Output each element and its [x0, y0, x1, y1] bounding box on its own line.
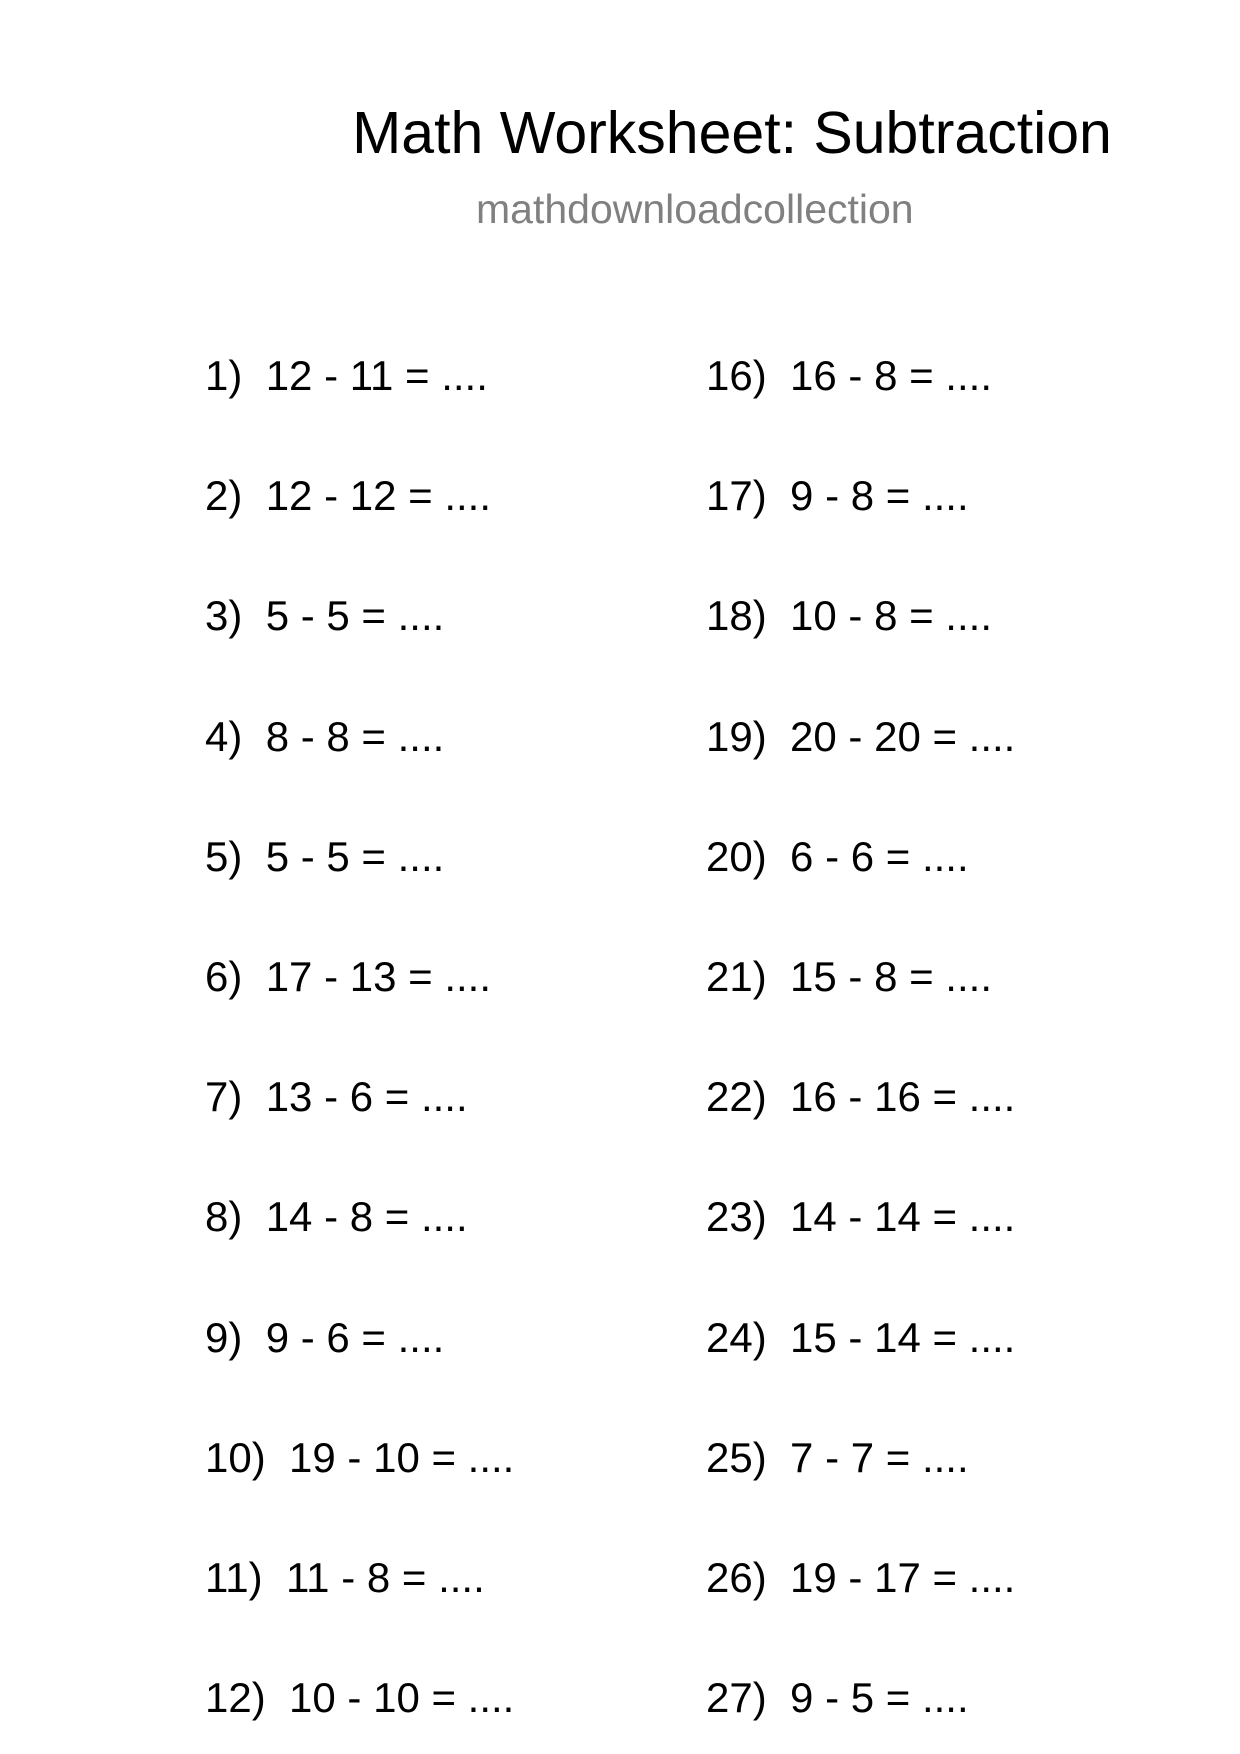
problem-expression: 15 - 8 = ....	[790, 953, 992, 1000]
problem-item	[205, 1313, 444, 1363]
problem-item	[205, 351, 488, 401]
problem-number: 12)	[205, 1674, 266, 1722]
problem-expression: 12 - 11 = ....	[265, 352, 488, 399]
problem-item	[706, 1313, 1015, 1363]
problem-item	[205, 832, 444, 882]
problem-expression: 9 - 8 = ....	[790, 472, 969, 520]
problem-expression: 10 - 8 = ....	[790, 592, 992, 640]
problem-number: 24)	[706, 1313, 767, 1361]
problem-number: 8)	[205, 1193, 243, 1241]
problem-item	[205, 591, 444, 641]
problem-item	[706, 712, 1015, 762]
problem-expression: 5 - 5 = ....	[265, 592, 445, 640]
problem-expression: 12 - 12 = ....	[265, 472, 492, 520]
problem-item	[706, 952, 992, 1002]
problem-number: 22)	[706, 1073, 767, 1121]
problem-number: 18)	[706, 592, 767, 640]
problem-number: 10)	[205, 1433, 266, 1481]
problem-expression: 6 - 6 = ....	[790, 832, 969, 880]
problem-item	[706, 351, 992, 401]
problem-number: 7)	[205, 1073, 243, 1121]
problem-expression: 11 - 8 = ....	[285, 1554, 485, 1601]
problem-item	[706, 471, 969, 521]
problem-item	[205, 1433, 514, 1483]
problem-number: 3)	[205, 592, 243, 640]
problem-number: 20)	[706, 832, 767, 880]
problem-number: 27)	[706, 1674, 767, 1722]
problem-item	[706, 832, 969, 882]
problem-item	[706, 1433, 969, 1483]
problem-item	[205, 1192, 468, 1242]
problem-item	[706, 1553, 1015, 1603]
problem-number: 9)	[205, 1313, 243, 1361]
problem-number: 11)	[205, 1554, 263, 1601]
problem-expression: 15 - 14 = ....	[790, 1313, 1016, 1361]
problem-expression: 10 - 10 = ....	[289, 1674, 515, 1722]
problem-expression: 19 - 10 = ....	[289, 1433, 515, 1481]
problem-item	[205, 952, 491, 1002]
problem-expression: 16 - 8 = ....	[790, 352, 992, 399]
problem-expression: 16 - 16 = ....	[790, 1073, 1016, 1121]
problem-number: 23)	[706, 1193, 767, 1241]
problem-number: 6)	[205, 953, 243, 1000]
problem-item	[205, 471, 491, 521]
problem-expression: 17 - 13 = ....	[265, 953, 492, 1000]
problem-number: 25)	[706, 1433, 767, 1481]
worksheet-subtitle: mathdownloadcollection	[476, 186, 914, 232]
problem-expression: 9 - 6 = ....	[265, 1313, 445, 1361]
problem-number: 26)	[706, 1554, 767, 1601]
problem-expression: 7 - 7 = ....	[790, 1433, 969, 1481]
problem-expression: 5 - 5 = ....	[265, 832, 445, 880]
problem-expression: 13 - 6 = ....	[265, 1073, 468, 1121]
problem-number: 21)	[706, 953, 767, 1000]
problem-expression: 14 - 8 = ....	[265, 1193, 468, 1241]
problem-item	[706, 1072, 1015, 1122]
problem-number: 2)	[205, 472, 243, 520]
problem-number: 16)	[706, 352, 767, 399]
problem-item	[205, 1072, 468, 1122]
problem-item	[205, 1553, 485, 1603]
problem-expression: 14 - 14 = ....	[790, 1193, 1016, 1241]
worksheet-title: Math Worksheet: Subtraction	[352, 100, 1112, 166]
problem-expression: 19 - 17 = ....	[790, 1554, 1016, 1601]
problem-number: 4)	[205, 712, 243, 760]
problem-expression: 20 - 20 = ....	[790, 712, 1016, 760]
problem-number: 1)	[205, 352, 243, 399]
problem-item	[706, 1192, 1015, 1242]
problem-item	[706, 1673, 969, 1723]
problem-number: 19)	[706, 712, 767, 760]
problem-expression: 9 - 5 = ....	[790, 1674, 969, 1722]
problem-expression: 8 - 8 = ....	[265, 712, 445, 760]
problem-item	[706, 591, 992, 641]
problem-number: 17)	[706, 472, 767, 520]
problem-item	[205, 712, 444, 762]
problem-item	[205, 1673, 514, 1723]
problem-number: 5)	[205, 832, 243, 880]
